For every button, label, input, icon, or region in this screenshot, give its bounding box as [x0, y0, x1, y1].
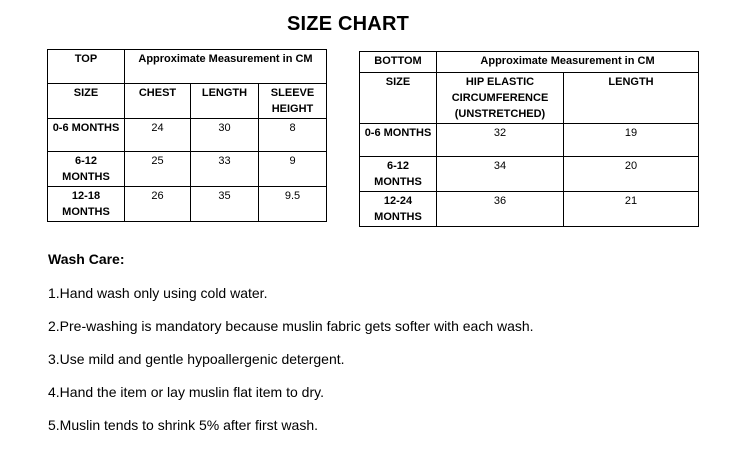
bottom-table-group-header: Approximate Measurement in CM	[437, 52, 699, 73]
length-cell: 21	[564, 192, 699, 227]
chest-cell: 26	[125, 187, 191, 222]
wash-care-item: 5.Muslin tends to shrink 5% after first wash.	[48, 417, 318, 433]
hip-cell: 34	[437, 157, 564, 192]
sleeve-height-cell: 9.5	[259, 187, 327, 222]
top-table-group-header: Approximate Measurement in CM	[125, 50, 327, 84]
top-size-table	[47, 49, 327, 222]
table-row	[48, 119, 327, 152]
column-header-length: LENGTH	[191, 84, 259, 119]
length-cell: 30	[191, 119, 259, 152]
hip-cell: 32	[437, 124, 564, 157]
chest-cell: 24	[125, 119, 191, 152]
size-cell: 6-12 MONTHS	[360, 157, 437, 192]
size-cell: 12-24 MONTHS	[360, 192, 437, 227]
wash-care-item: 1.Hand wash only using cold water.	[48, 285, 268, 301]
column-header-sleeve-height: SLEEVE HEIGHT	[259, 84, 327, 119]
size-cell: 12-18 MONTHS	[48, 187, 125, 222]
chest-cell: 25	[125, 152, 191, 187]
table-row	[48, 152, 327, 187]
length-cell: 35	[191, 187, 259, 222]
length-cell: 19	[564, 124, 699, 157]
wash-care-item: 4.Hand the item or lay muslin flat item to dry.	[48, 384, 324, 400]
wash-care-item: 2.Pre-washing is mandatory because muslin fabric gets softer with each wash.	[48, 318, 534, 334]
column-header-size: SIZE	[48, 84, 125, 119]
table-row	[360, 157, 699, 192]
table-row	[48, 187, 327, 222]
column-header-chest: CHEST	[125, 84, 191, 119]
size-cell: 0-6 MONTHS	[48, 119, 125, 152]
top-table-label: TOP	[48, 50, 125, 84]
column-header-length: LENGTH	[564, 73, 699, 124]
hip-cell: 36	[437, 192, 564, 227]
table-row	[360, 192, 699, 227]
length-cell: 33	[191, 152, 259, 187]
size-cell: 6-12 MONTHS	[48, 152, 125, 187]
sleeve-height-cell: 8	[259, 119, 327, 152]
table-row	[360, 124, 699, 157]
size-cell: 0-6 MONTHS	[360, 124, 437, 157]
sleeve-height-cell: 9	[259, 152, 327, 187]
wash-care-item: 3.Use mild and gentle hypoallergenic detergent.	[48, 351, 345, 367]
page-title: SIZE CHART	[287, 13, 409, 35]
bottom-size-table	[359, 51, 699, 227]
column-header-hip-elastic: HIP ELASTIC CIRCUMFERENCE (UNSTRETCHED)	[437, 73, 564, 124]
length-cell: 20	[564, 157, 699, 192]
bottom-table-label: BOTTOM	[360, 52, 437, 73]
column-header-size: SIZE	[360, 73, 437, 124]
wash-care-heading: Wash Care:	[48, 251, 125, 267]
